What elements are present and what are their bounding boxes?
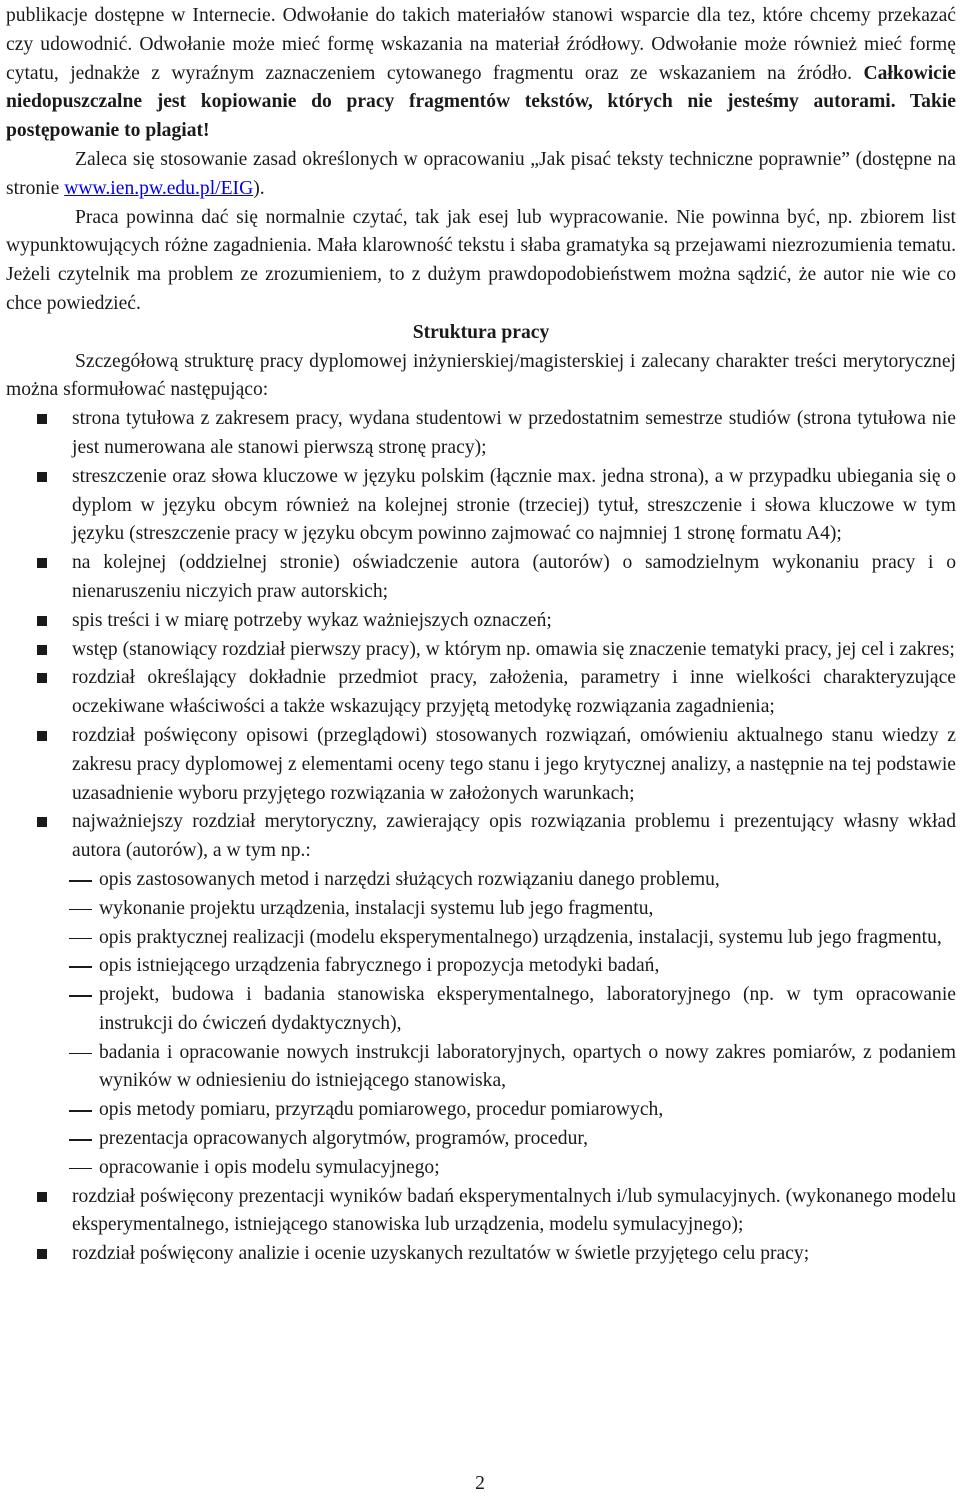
list-item-text: rozdział poświęcony prezentacji wyników badań eksperymentalnych i/lub symulacyjnych. (wykonanego modelu eksperymentalnego, istniejącego stanowiska lub urządzenia, modelu symulacyjnego); (72, 1185, 956, 1236)
sub-list-item (72, 952, 956, 981)
sub-list-item-text: projekt, budowa i badania stanowiska eksperymentalnego, laboratoryjnego (np. w tym opracowanie instrukcji do ćwiczeń dydaktycznych), (99, 984, 956, 1034)
list-item (6, 722, 956, 808)
guidelines-text-end: ). (253, 177, 265, 199)
dash-bullet-icon (69, 995, 92, 997)
sub-list-item (72, 1154, 956, 1183)
square-bullet-icon (37, 1249, 47, 1259)
section-lead: Szczegółową strukturę pracy dyplomowej inżynierskiej/magisterskiej i zalecany charakter treści merytorycznej można sformułować następująco: (6, 350, 956, 401)
list-item (6, 1240, 956, 1269)
list-item (6, 463, 956, 549)
list-item-text: rozdział określający dokładnie przedmiot pracy, założenia, parametry i inne wielkości charakteryzujące oczekiwane właściwości a także wskazujący przyjętą metodykę rozwiązania zagadnienia; (72, 667, 956, 718)
dash-bullet-icon (69, 880, 92, 882)
square-bullet-icon (37, 1192, 47, 1202)
list-item-text: spis treści i w miarę potrzeby wykaz ważniejszych oznaczeń; (72, 609, 552, 631)
sub-list-item-text: wykonanie projektu urządzenia, instalacji systemu lub jego fragmentu, (99, 897, 654, 919)
dash-bullet-icon (69, 1053, 92, 1055)
list-item-text: na kolejnej (oddzielnej stronie) oświadczenie autora (autorów) o samodzielnym wykonaniu pracy i o nienaruszeniu niczyich praw autorskich; (72, 552, 956, 602)
square-bullet-icon (37, 616, 47, 626)
square-bullet-icon (37, 731, 47, 741)
sub-list-item-text: opis zastosowanych metod i narzędzi służących rozwiązaniu danego problemu, (99, 868, 720, 890)
sub-list-item-text: opis istniejącego urządzenia fabrycznego i propozycja metodyki badań, (99, 955, 660, 977)
dash-bullet-icon (69, 1110, 92, 1112)
sub-list-item-text: opis praktycznej realizacji (modelu eksperymentalnego) urządzenia, instalacji, systemu lub jego fragmentu, (99, 926, 942, 948)
square-bullet-icon (37, 645, 47, 655)
guidelines-link[interactable]: www.ien.pw.edu.pl/EIG (64, 177, 254, 199)
section-heading: Struktura pracy (412, 321, 550, 343)
intro-paragraph-guidelines (6, 146, 956, 204)
sub-list-item (72, 1096, 956, 1125)
list-item-text: streszczenie oraz słowa kluczowe w języku polskim (łącznie max. jedna strona), a w przypadku ubiegania się o dyplom w języku obcym również na kolejnej stronie (trzeciej) tytuł, streszczenie i słowa kluczowe w tym języku (streszczenie pracy w języku obcym powinno zajmować co najmniej 1 stronę formatu A4); (72, 465, 956, 545)
sub-list-item (72, 924, 956, 953)
plagiarism-warning: Całkowicie niedopuszczalne jest kopiowanie do pracy fragmentów tekstów, których nie jesteśmy autorami. Takie postępowanie to plagiat! (6, 62, 956, 142)
guidelines-text: Zaleca się stosowanie zasad określonych w opracowaniu „Jak pisać teksty techniczne poprawnie” (dostępne na stronie (6, 148, 956, 199)
list-item-text: wstęp (stanowiący rozdział pierwszy pracy), w którym np. omawia się znaczenie tematyki pracy, jej cel i zakres; (72, 638, 955, 660)
dash-bullet-icon (69, 909, 92, 911)
sub-list-item-text: opracowanie i opis modelu symulacyjnego; (99, 1156, 440, 1178)
square-bullet-icon (37, 558, 47, 568)
dash-bullet-icon (69, 1168, 92, 1170)
structure-list (6, 405, 956, 1269)
page-number: 2 (475, 1473, 485, 1494)
list-item-text: rozdział poświęcony analizie i ocenie uzyskanych rezultatów w świetle przyjętego celu pracy; (72, 1243, 810, 1265)
intro-paragraph-plagiarism (6, 2, 956, 146)
list-item (6, 405, 956, 463)
sub-list-item (72, 1125, 956, 1154)
dash-bullet-icon (69, 1139, 92, 1141)
sub-list (72, 866, 956, 1183)
list-item (6, 636, 956, 665)
document-page (6, 2, 956, 1269)
square-bullet-icon (37, 472, 47, 482)
list-item (6, 549, 956, 607)
list-item (6, 808, 956, 1182)
sub-list-item (72, 981, 956, 1039)
sub-list-item-text: opis metody pomiaru, przyrządu pomiarowego, procedur pomiarowych, (99, 1099, 664, 1121)
square-bullet-icon (37, 414, 47, 424)
sub-list-item-text: prezentacja opracowanych algorytmów, programów, procedur, (99, 1128, 589, 1150)
list-item (6, 664, 956, 722)
list-item (6, 1183, 956, 1241)
list-item-text: rozdział poświęcony opisowi (przeglądowi) stosowanych rozwiązań, omówieniu aktualnego stanu wiedzy z zakresu pracy dyplomowej z elementami oceny tego stanu i jego krytycznej analizy, a następnie na tej podstawie uzasadnienie wyboru przyjętego rozwiązania w założonych warunkach; (72, 724, 956, 804)
intro-paragraph-readability: Praca powinna dać się normalnie czytać, tak jak esej lub wypracowanie. Nie powinna być, np. zbiorem list wypunktowujących różne zagadnienia. Mała klarowność tekstu i słaba gramatyka są przejawami niezrozumienia tematu. Jeżeli czytelnik ma problem ze zrozumieniem, to z dużym prawdopodobieństwem można sądzić, że autor nie wie co chce powiedzieć. (6, 206, 956, 314)
sub-list-item (72, 866, 956, 895)
sub-list-item-text: badania i opracowanie nowych instrukcji laboratoryjnych, opartych o nowy zakres pomiarów, z podaniem wyników w odniesieniu do istniejącego stanowiska, (99, 1041, 956, 1092)
square-bullet-icon (37, 673, 47, 683)
sub-list-item (72, 895, 956, 924)
sub-list-item (72, 1039, 956, 1097)
dash-bullet-icon (69, 966, 92, 968)
list-item-text: najważniejszy rozdział merytoryczny, zawierający opis rozwiązania problemu i prezentujący własny wkład autora (autorów), a w tym np.: (72, 811, 956, 862)
list-item-text: strona tytułowa z zakresem pracy, wydana studentowi w przedostatnim semestrze studiów (strona tytułowa nie jest numerowana ale stanowi pierwszą stronę pracy); (72, 408, 956, 458)
dash-bullet-icon (69, 938, 92, 940)
intro-text: publikacje dostępne w Internecie. Odwołanie do takich materiałów stanowi wsparcie dla tez, które chcemy przekazać czy udowodnić. Odwołanie może mieć formę wskazania na materiał źródłowy. Odwołanie może również mieć formę cytatu, jednakże z wyraźnym zaznaczeniem cytowanego fragmentu oraz ze wskazaniem na źródło. (6, 5, 956, 84)
square-bullet-icon (37, 817, 47, 827)
list-item (6, 607, 956, 636)
